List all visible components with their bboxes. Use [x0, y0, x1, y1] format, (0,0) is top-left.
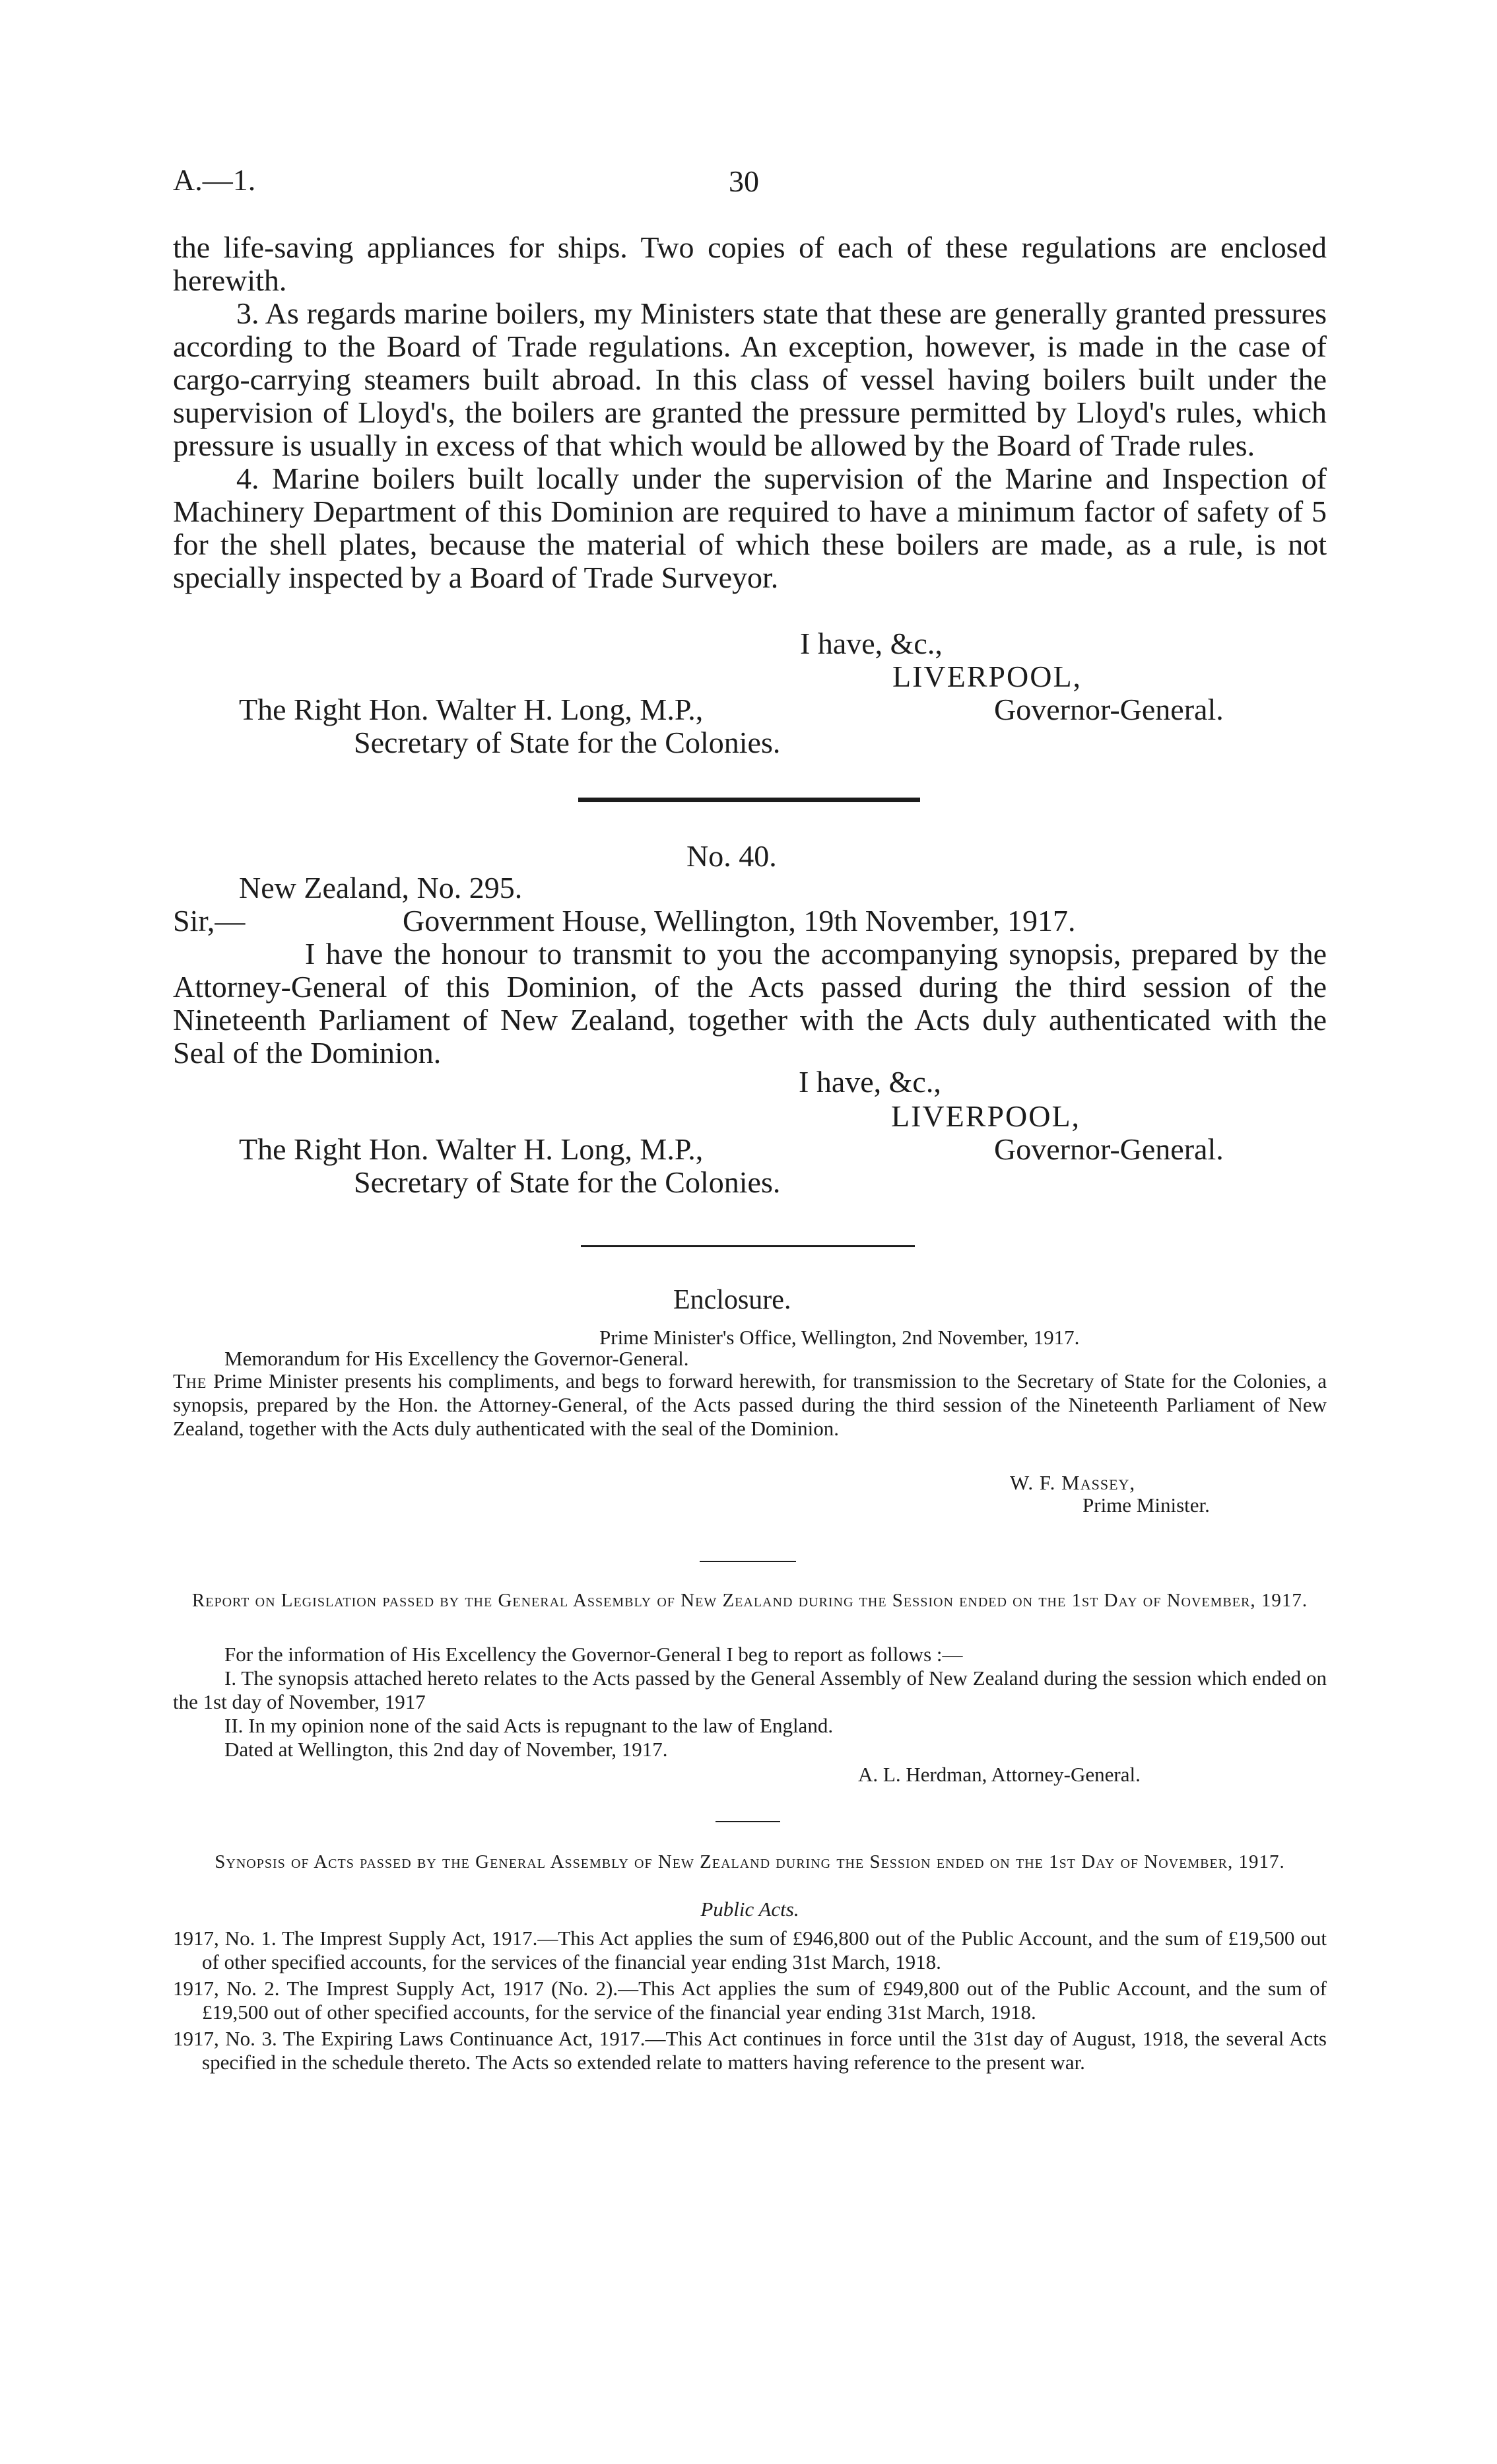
enclosure-title: Enclosure. [673, 1285, 791, 1315]
paragraph-body: I have the honour to transmit to you the accompanying synopsis, prepared by the Attorney-General of this Dominion, of the Acts passed during the third session of the Nineteenth Parliament of New Zealand, together with the Acts duly authenticated with the Seal of the Dominion. [173, 937, 1327, 1070]
dispatch-number: New Zealand, No. 295. [239, 871, 523, 905]
memorandum-line: Memorandum for His Excellency the Governor-General. [224, 1347, 689, 1370]
governor-general-title: Governor-General. [994, 693, 1224, 726]
section-rule [700, 1561, 796, 1562]
governor-general-title: Governor-General. [994, 1132, 1224, 1166]
place-date: Government House, Wellington, 19th November, 1917. [403, 904, 1076, 938]
body-text: Prime Minister presents his compliments, and begs to forward herewith, for transmission to the Secretary of State for the Colonies, a synopsis, prepared by the Hon. the Attorney-General, of the Acts passed during the third session of the Nineteenth Parliament of New Zealand, together with the Acts duly authenticated with the seal of the Dominion. [173, 1369, 1327, 1440]
report-dated: Dated at Wellington, this 2nd day of November, 1917. [224, 1738, 668, 1761]
office-date: Prime Minister's Office, Wellington, 2nd November, 1917. [599, 1326, 1080, 1349]
letter-number: No. 40. [686, 839, 777, 873]
signature-name: W. F. Massey, [1010, 1471, 1136, 1494]
act-item: 1917, No. 1. The Imprest Supply Act, 1917.—This Act applies the sum of £946,800 out of the Public Account, and the sum of £19,500 out of other specified accounts, for the services of the financial year ending 31st March, 1918. [173, 1927, 1327, 1973]
acts-list [173, 1927, 1327, 2074]
addressee: The Right Hon. Walter H. Long, M.P., [239, 1132, 704, 1166]
addressee-title: Secretary of State for the Colonies. [354, 726, 781, 759]
letter-39 [173, 231, 1327, 594]
page-reference: A.—1. [173, 163, 256, 197]
signer: LIVERPOOL, [891, 1099, 1081, 1133]
section-rule [581, 1245, 915, 1247]
section-rule [715, 1821, 780, 1822]
report-item-1 [173, 1666, 1327, 1714]
section-rule [578, 798, 920, 802]
report-intro: For the information of His Excellency the Governor-General I beg to report as follows :— [224, 1643, 963, 1666]
act-item: 1917, No. 3. The Expiring Laws Continuance Act, 1917.—This Act continues in force until the 31st day of August, 1918, the several Acts specified in the schedule thereto. The Acts so extended relate to matters having reference to the present war. [173, 2027, 1327, 2074]
report-signature: A. L. Herdman, Attorney-General. [858, 1763, 1141, 1786]
body-lead: The [173, 1369, 207, 1392]
report-heading: Report on Legislation passed by the General Assembly of New Zealand during the Session ended on the 1st Day of November, 1917. [191, 1590, 1308, 1611]
paragraph-continued: the life-saving appliances for ships. Two copies of each of these regulations are enclosed herewith. [173, 230, 1327, 297]
report-item-2: II. In my opinion none of the said Acts is repugnant to the law of England. [224, 1714, 834, 1737]
act-item: 1917, No. 2. The Imprest Supply Act, 1917 (No. 2).—This Act applies the sum of £949,800 out of the Public Account, and the sum of £19,500 out of other specified accounts, for the service of the financial year ending 31st March, 1918. [173, 1977, 1327, 2024]
synopsis-heading: Synopsis of Acts passed by the General Assembly of New Zealand during the Session ended on the 1st Day of November, 1917. [215, 1851, 1285, 1872]
paragraph-3: 3. As regards marine boilers, my Ministers state that these are generally granted pressures according to the Board of Trade regulations. An exception, however, is made in the case of cargo-carrying steamers built abroad. In this class of vessel having boilers built under the supervision of Lloyd's, the boilers are granted the pressure permitted by Lloyd's rules, which pressure is usually in excess of that which would be allowed by the Board of Trade rules. [173, 296, 1327, 462]
closing-i-have: I have, &c., [800, 627, 943, 660]
paragraph-4: 4. Marine boilers built locally under the supervision of the Marine and Inspection of Machinery Department of this Dominion are required to have a minimum factor of safety of 5 for the shell plates, because the material of which these boilers are made, as a rule, is not specially inspected by a Board of Trade Surveyor. [173, 462, 1327, 594]
signature-title: Prime Minister. [1082, 1493, 1210, 1517]
item-text: I. The synopsis attached hereto relates to the Acts passed by the General Assembly of New Zealand during the session which ended on the 1st day of November, 1917 [173, 1666, 1327, 1713]
salutation: Sir,— [173, 904, 246, 938]
addressee-title: Secretary of State for the Colonies. [354, 1165, 781, 1199]
closing-i-have: I have, &c., [799, 1065, 941, 1099]
letter-40-body [173, 938, 1327, 1070]
signer: LIVERPOOL, [892, 660, 1082, 693]
enclosure-body [173, 1369, 1327, 1441]
page-number: 30 [729, 164, 759, 198]
addressee: The Right Hon. Walter H. Long, M.P., [239, 693, 704, 726]
public-acts-subheading: Public Acts. [700, 1898, 799, 1921]
